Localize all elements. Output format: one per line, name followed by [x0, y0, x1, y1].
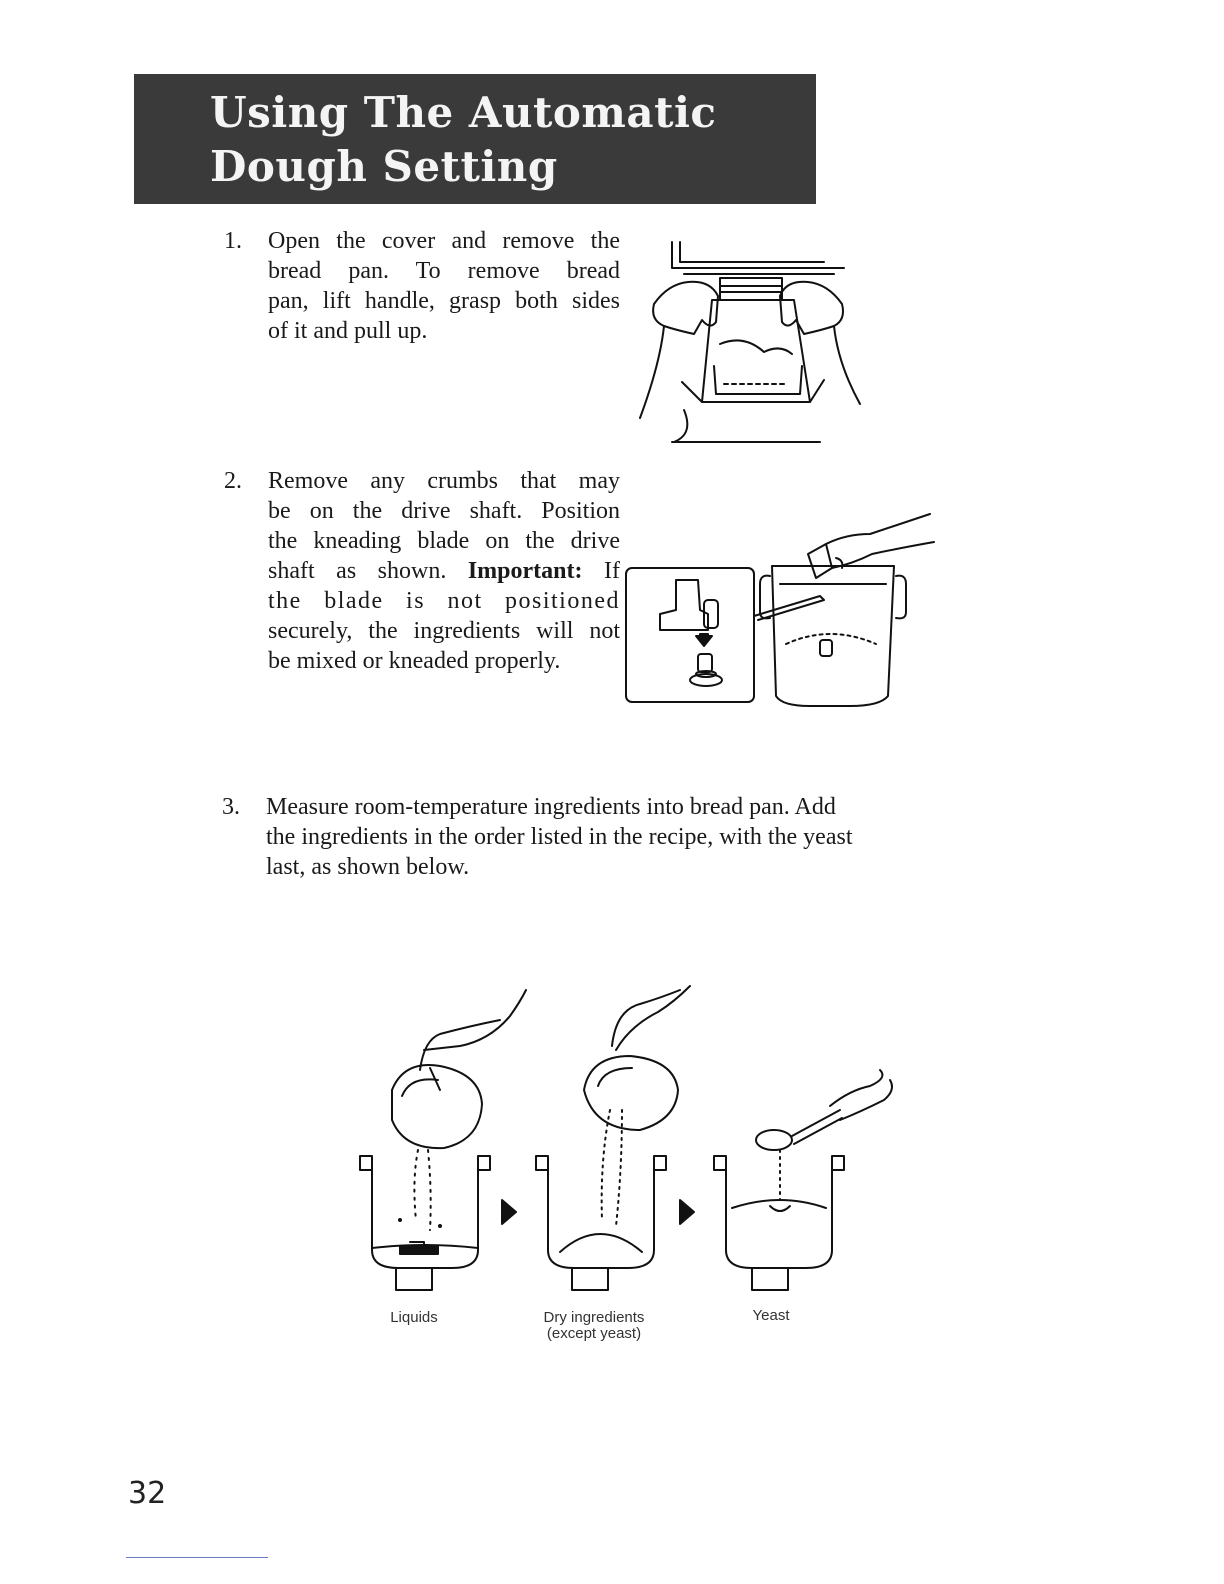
step-line: be on the drive shaft. Position: [268, 498, 620, 524]
caption-dry-line-1: Dry ingredients: [543, 1309, 645, 1326]
footer-rule: [126, 1557, 268, 1558]
step-line-segment: shaft as shown.: [268, 558, 468, 584]
bread-pan-dry-ingredients: [536, 986, 690, 1290]
bread-pan-liquids: [360, 990, 526, 1290]
caption-dry-ingredients: [526, 1310, 662, 1342]
remove-bread-pan-illustration: [624, 234, 872, 446]
step-text: [268, 466, 620, 676]
step-text: [266, 792, 942, 882]
step-line: bread pan. To remove bread: [268, 258, 620, 284]
step-line-segment: If: [582, 558, 620, 584]
step-number: 2.: [224, 468, 242, 494]
next-arrow-icon: [502, 1200, 516, 1224]
step-3: [222, 792, 942, 892]
step-line-important: [268, 556, 620, 586]
section-title-line-1: Using The Automatic: [210, 88, 717, 137]
step-line: Measure room-temperature ingredients into bread pan. Add: [266, 794, 836, 820]
caption-liquids: Liquids: [390, 1309, 438, 1326]
step-line: securely, the ingredients will not: [268, 618, 620, 644]
step-1: [224, 226, 624, 356]
caption-dry-line-2: (except yeast): [546, 1325, 642, 1342]
step-line: of it and pull up.: [268, 318, 428, 344]
step-line: Remove any crumbs that may: [268, 468, 620, 494]
step-line: pan, lift handle, grasp both sides: [268, 288, 620, 314]
step-2: [224, 466, 624, 686]
step-number: 3.: [222, 794, 240, 820]
step-line: the ingredients in the order listed in the recipe, with the yeast: [266, 824, 853, 850]
step-text: [268, 226, 620, 346]
next-arrow-icon: [680, 1200, 694, 1224]
page-number: 32: [128, 1476, 167, 1511]
section-title-banner: [134, 74, 816, 204]
section-title-line-2: Dough Setting: [210, 142, 558, 191]
step-number: 1.: [224, 228, 242, 254]
ingredient-order-illustration: [340, 980, 900, 1300]
kneading-blade-illustration: [620, 504, 938, 714]
caption-yeast: Yeast: [752, 1307, 790, 1324]
important-label: Important:: [467, 558, 583, 584]
step-line: Open the cover and remove the: [268, 228, 620, 254]
step-line: be mixed or kneaded properly.: [268, 648, 561, 674]
bread-pan-yeast: [714, 1070, 892, 1290]
step-line: last, as shown below.: [266, 854, 470, 880]
step-line: the kneading blade on the drive: [268, 528, 620, 554]
step-line: the blade is not positioned: [268, 588, 620, 614]
